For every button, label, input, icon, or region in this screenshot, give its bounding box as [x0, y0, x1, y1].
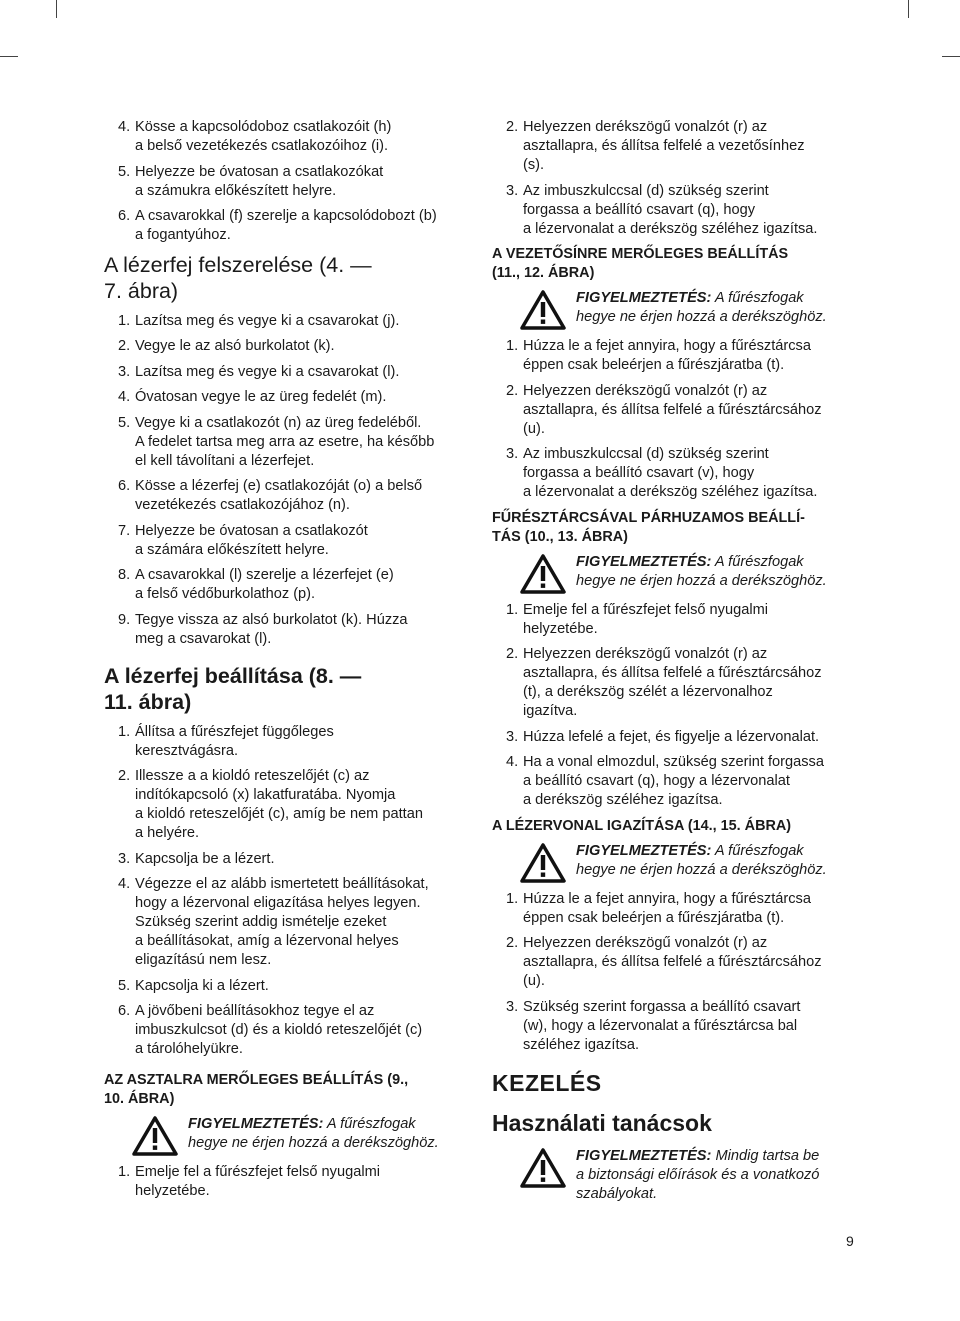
- list-item: [104, 337, 466, 356]
- list-item-text: [135, 363, 466, 382]
- warning-block: FIGYELMEZTETÉS: A fűrészfogak hegye ne érjen hozzá a derékszöghöz.: [492, 289, 864, 329]
- text-line: Kapcsolja be a lézert.: [135, 850, 275, 867]
- list-item-text: [523, 182, 864, 239]
- list-item-text: [135, 1163, 466, 1201]
- text-line: vezetékezés csatlakozójához (n).: [135, 497, 350, 513]
- list-item-number: 3 .: [118, 850, 130, 869]
- text-line: a derékszög széléhez igazítsa.: [523, 792, 723, 808]
- list-item-text: [135, 1002, 466, 1059]
- steps-list: [104, 118, 466, 245]
- text-line: Helyezzen derékszögű vonalzót (r) az: [523, 382, 768, 399]
- list-item: [492, 645, 864, 721]
- list-item: [104, 414, 466, 471]
- list-item: [104, 1002, 466, 1059]
- list-item: [492, 601, 864, 639]
- text-line: Húzza le a fejet annyira, hogy a fűrésztárcsa: [523, 338, 811, 354]
- list-item-text: [135, 337, 466, 356]
- list-item-number: 3 .: [118, 363, 130, 382]
- list-item-text: [523, 890, 864, 928]
- text-line: eligazítású nem lesz.: [135, 952, 272, 968]
- text-line: asztallapra, és állítsa felfelé a vezetősínhez: [523, 138, 805, 154]
- list-item: [104, 163, 466, 201]
- list-item: [104, 522, 466, 560]
- list-item-text: [523, 728, 864, 747]
- list-item: [492, 382, 864, 439]
- section-heading-laser-adjust: A lézerfej beállítása (8. — 11. ábra): [104, 663, 362, 714]
- text-line: Helyezze be óvatosan a csatlakozót: [135, 522, 368, 539]
- list-item-text: [135, 388, 466, 407]
- list-item-number: 5 .: [118, 414, 130, 433]
- text-line: a lézervonalat a derékszög széléhez igazítsa.: [523, 220, 818, 237]
- text-line: Helyezzen derékszögű vonalzót (r) az: [523, 935, 768, 951]
- text-line: a lézervonalat a derékszög széléhez igazítsa.: [523, 484, 818, 500]
- text-line: el kell távolítani a lézerfejet.: [135, 452, 315, 469]
- text-line: a fogantyúhoz.: [135, 227, 231, 243]
- list-item-number: 3 .: [506, 728, 518, 747]
- text-line: A jövőbeni beállításokhoz tegye el az: [135, 1003, 375, 1019]
- chapter-heading-operation: KEZELÉS: [492, 1069, 602, 1096]
- text-line: Emelje fel a fűrészfejet felső nyugalmi: [523, 601, 768, 618]
- text-line: a számára előkészített helyre.: [135, 541, 329, 558]
- list-item-number: 4 .: [118, 118, 130, 137]
- list-item-text: [523, 753, 864, 810]
- list-item: [492, 182, 864, 239]
- list-item: [104, 850, 466, 869]
- list-item: [104, 566, 466, 604]
- text-line: a beállító csavart (q), hogy a lézervonalat: [523, 773, 790, 789]
- text-line: asztallapra, és állítsa felfelé a fűrésztárcsához: [523, 665, 822, 681]
- list-item: [492, 445, 864, 502]
- list-item-number: 4 .: [506, 753, 518, 772]
- text-line: Tegye vissza az alsó burkolatot (k). Húzza: [135, 611, 408, 628]
- text-line: Lazítsa meg és vegye ki a csavarokat (j).: [135, 312, 400, 329]
- list-item-number: 3 .: [506, 182, 518, 201]
- list-item-number: 5 .: [118, 163, 130, 182]
- list-item-text: [135, 522, 466, 560]
- warning-icon: [132, 1116, 178, 1156]
- list-item-number: 3 .: [506, 998, 518, 1017]
- list-item-number: 6 .: [118, 477, 130, 496]
- text-line: Helyezzen derékszögű vonalzót (r) az: [523, 646, 768, 662]
- list-item: [104, 1163, 466, 1201]
- text-line: Az imbuszkulccsal (d) szükség szerint: [523, 182, 769, 199]
- list-item-text: [523, 337, 864, 375]
- list-item: [104, 118, 466, 156]
- list-item-number: 1 .: [118, 1163, 130, 1182]
- warning-icon: [520, 290, 566, 330]
- warning-block: FIGYELMEZTETÉS: A fűrészfogak hegye ne érjen hozzá a derékszöghöz.: [492, 553, 864, 593]
- text-line: a számukra előkészített helyre.: [135, 182, 337, 199]
- right-column: [492, 118, 864, 1212]
- list-item-text: [135, 312, 466, 331]
- text-line: Szükség szerint forgassa a beállító csavart: [523, 998, 801, 1015]
- list-item-number: 2 .: [118, 767, 130, 786]
- list-item: [104, 875, 466, 970]
- text-line: a belső vezetékezés csatlakozóihoz (i).: [135, 138, 389, 154]
- subheading-laser-align: A LÉZERVONAL IGAZÍTÁSA (14., 15. ÁBRA): [492, 817, 792, 834]
- list-item-text: [135, 566, 466, 604]
- crop-mark: [942, 56, 960, 57]
- text-line: Állítsa a fűrészfejet függőleges: [135, 723, 334, 740]
- section-heading-laser-mount: A lézerfej felszerelése (4. — 7. ábra): [104, 252, 372, 303]
- list-item-number: 1 .: [506, 890, 518, 909]
- list-item-text: [523, 118, 864, 175]
- text-line: éppen csak beleérjen a fűrészjáratba (t).: [523, 909, 785, 926]
- text-line: Szükség szerint addig ismételje ezeket: [135, 914, 387, 930]
- list-item: [104, 977, 466, 996]
- list-item-number: 6 .: [118, 207, 130, 226]
- list-item-text: [135, 611, 466, 649]
- text-line: széléhez igazítsa.: [523, 1036, 640, 1053]
- list-item-text: [135, 207, 466, 245]
- text-line: A fedelet tartsa meg arra az esetre, ha később: [135, 433, 435, 450]
- list-item-number: 1 .: [506, 337, 518, 356]
- text-line: asztallapra, és állítsa felfelé a fűrésztárcsához: [523, 954, 822, 970]
- list-item-text: [523, 382, 864, 439]
- crop-mark: [0, 56, 18, 57]
- left-column: [104, 118, 466, 1208]
- list-item-number: 1 .: [118, 723, 130, 742]
- text-line: keresztvágásra.: [135, 742, 239, 759]
- list-item-text: [523, 445, 864, 502]
- list-item: [104, 723, 466, 761]
- text-line: a kioldó reteszelőjét (c), amíg be nem pattan: [135, 806, 423, 822]
- list-item-number: 3 .: [506, 445, 518, 464]
- text-line: Vegye le az alsó burkolatot (k).: [135, 338, 335, 354]
- list-item: [104, 611, 466, 649]
- list-item-number: 4 .: [118, 388, 130, 407]
- list-item-number: 2 .: [118, 337, 130, 356]
- text-line: Emelje fel a fűrészfejet felső nyugalmi: [135, 1164, 380, 1180]
- text-line: Kösse a lézerfej (e) csatlakozóját (o) a belső: [135, 478, 423, 494]
- list-item-text: [523, 998, 864, 1055]
- list-item-text: [523, 645, 864, 721]
- steps-list: [104, 723, 466, 1060]
- text-line: Kapcsolja ki a lézert.: [135, 977, 269, 994]
- text-line: Húzza le a fejet annyira, hogy a fűrésztárcsa: [523, 890, 811, 907]
- steps-list: [104, 1163, 466, 1201]
- text-line: A csavarokkal (l) szerelje a lézerfejet (e): [135, 567, 394, 583]
- crop-mark: [908, 0, 909, 18]
- text-line: (t), a derékszög szélét a lézervonalhoz: [523, 684, 773, 700]
- subheading-fence-square: A VEZETŐSÍNRE MERŐLEGES BEÁLLÍTÁS (11., 12. ÁBRA): [492, 246, 789, 281]
- list-item: [492, 728, 864, 747]
- text-line: Illessze a a kioldó reteszelőjét (c) az: [135, 768, 370, 784]
- steps-list: [104, 312, 466, 649]
- warning-block: FIGYELMEZTETÉS: Mindig tartsa be a biztonsági előírások és a vonatkozó szabályokat.: [492, 1147, 864, 1204]
- list-item-number: 5 .: [118, 977, 130, 996]
- list-item-text: [135, 977, 466, 996]
- text-line: (u).: [523, 420, 545, 437]
- text-line: hogy a lézervonal eligazítása helyes legyen.: [135, 895, 421, 911]
- list-item-text: [135, 723, 466, 761]
- list-item-text: [135, 163, 466, 201]
- crop-mark: [56, 0, 57, 18]
- text-line: Lazítsa meg és vegye ki a csavarokat (l).: [135, 363, 400, 380]
- list-item-number: 9 .: [118, 611, 130, 630]
- list-item: [104, 477, 466, 515]
- list-item: [104, 388, 466, 407]
- warning-icon: [520, 843, 566, 883]
- text-line: forgassa a beállító csavart (v), hogy: [523, 465, 755, 481]
- steps-list: [492, 601, 864, 811]
- text-line: Az imbuszkulccsal (d) szükség szerint: [523, 446, 769, 462]
- steps-list: [492, 890, 864, 1055]
- list-item-number: 8 .: [118, 566, 130, 585]
- text-line: éppen csak beleérjen a fűrészjáratba (t).: [523, 357, 785, 373]
- list-item-text: [523, 601, 864, 639]
- list-item: [492, 337, 864, 375]
- list-item: [492, 934, 864, 991]
- warning-icon: [520, 554, 566, 594]
- steps-list: [492, 337, 864, 502]
- list-item: [104, 312, 466, 331]
- text-line: helyzetébe.: [135, 1183, 210, 1199]
- list-item-number: 2 .: [506, 118, 518, 137]
- subheading-blade-parallel: FŰRÉSZTÁRCSÁVAL PÁRHUZAMOS BEÁLLÍ- TÁS (10., 13. ÁBRA): [492, 509, 805, 545]
- list-item-text: [135, 118, 466, 156]
- text-line: Helyezzen derékszögű vonalzót (r) az: [523, 119, 768, 135]
- text-line: igazítva.: [523, 703, 578, 719]
- list-item: [492, 753, 864, 810]
- list-item-text: [523, 934, 864, 991]
- text-line: (u).: [523, 973, 545, 989]
- list-item-number: 2 .: [506, 934, 518, 953]
- list-item: [104, 207, 466, 245]
- text-line: helyzetébe.: [523, 620, 598, 637]
- text-line: a felső védőburkolathoz (p).: [135, 586, 316, 602]
- text-line: meg a csavarokat (l).: [135, 630, 272, 647]
- list-item-number: 1 .: [118, 312, 130, 331]
- text-line: asztallapra, és állítsa felfelé a fűrésztárcsához: [523, 401, 822, 418]
- text-line: a helyére.: [135, 825, 200, 841]
- list-item: [104, 767, 466, 843]
- list-item-text: [135, 850, 466, 869]
- list-item-number: 1 .: [506, 601, 518, 620]
- warning-block: FIGYELMEZTETÉS: A fűrészfogak hegye ne érjen hozzá a derékszöghöz.: [492, 842, 864, 882]
- warning-block: FIGYELMEZTETÉS: A fűrészfogak hegye ne érjen hozzá a derékszöghöz.: [104, 1115, 466, 1155]
- text-line: forgassa a beállító csavart (q), hogy: [523, 201, 755, 218]
- list-item-text: [135, 477, 466, 515]
- text-line: Ha a vonal elmozdul, szükség szerint forgassa: [523, 754, 824, 770]
- warning-icon: [520, 1148, 566, 1188]
- list-item-text: [135, 875, 466, 970]
- list-item: [492, 118, 864, 175]
- text-line: Húzza lefelé a fejet, és figyelje a lézervonalat.: [523, 728, 820, 745]
- text-line: Óvatosan vegye le az üreg fedelét (m).: [135, 389, 387, 405]
- text-line: indítókapcsoló (x) lakatfuratába. Nyomja: [135, 787, 396, 803]
- text-line: Kösse a kapcsolódoboz csatlakozóit (h): [135, 119, 392, 135]
- text-line: (w), hogy a lézervonalat a fűrésztárcsa bal: [523, 1017, 798, 1034]
- text-line: Végezze el az alább ismertetett beállításokat,: [135, 876, 429, 892]
- text-line: Vegye ki a csatlakozót (n) az üreg fedeléből.: [135, 414, 422, 431]
- text-line: (s).: [523, 157, 545, 173]
- steps-list: [492, 118, 864, 239]
- list-item-text: [135, 767, 466, 843]
- list-item-text: [135, 414, 466, 471]
- section-heading-tips: Használati tanácsok: [492, 1109, 712, 1136]
- subheading-table-square: AZ ASZTALRA MERŐLEGES BEÁLLÍTÁS (9., 10. ÁBRA): [104, 1072, 409, 1107]
- page-number: 9: [846, 1233, 854, 1249]
- list-item: [492, 890, 864, 928]
- list-item-number: 7 .: [118, 522, 130, 541]
- text-line: Helyezze be óvatosan a csatlakozókat: [135, 163, 384, 180]
- list-item-number: 6 .: [118, 1002, 130, 1021]
- text-line: a beállításokat, amíg a lézervonal helyes: [135, 933, 399, 949]
- list-item-number: 4 .: [118, 875, 130, 894]
- list-item: [104, 363, 466, 382]
- text-line: a tárolóhelyükre.: [135, 1041, 243, 1057]
- list-item: [492, 998, 864, 1055]
- list-item-number: 2 .: [506, 645, 518, 664]
- list-item-number: 2 .: [506, 382, 518, 401]
- text-line: A csavarokkal (f) szerelje a kapcsolódobozt (b): [135, 208, 437, 224]
- text-line: imbuszkulcsot (d) és a kioldó reteszelőjét (c): [135, 1022, 423, 1038]
